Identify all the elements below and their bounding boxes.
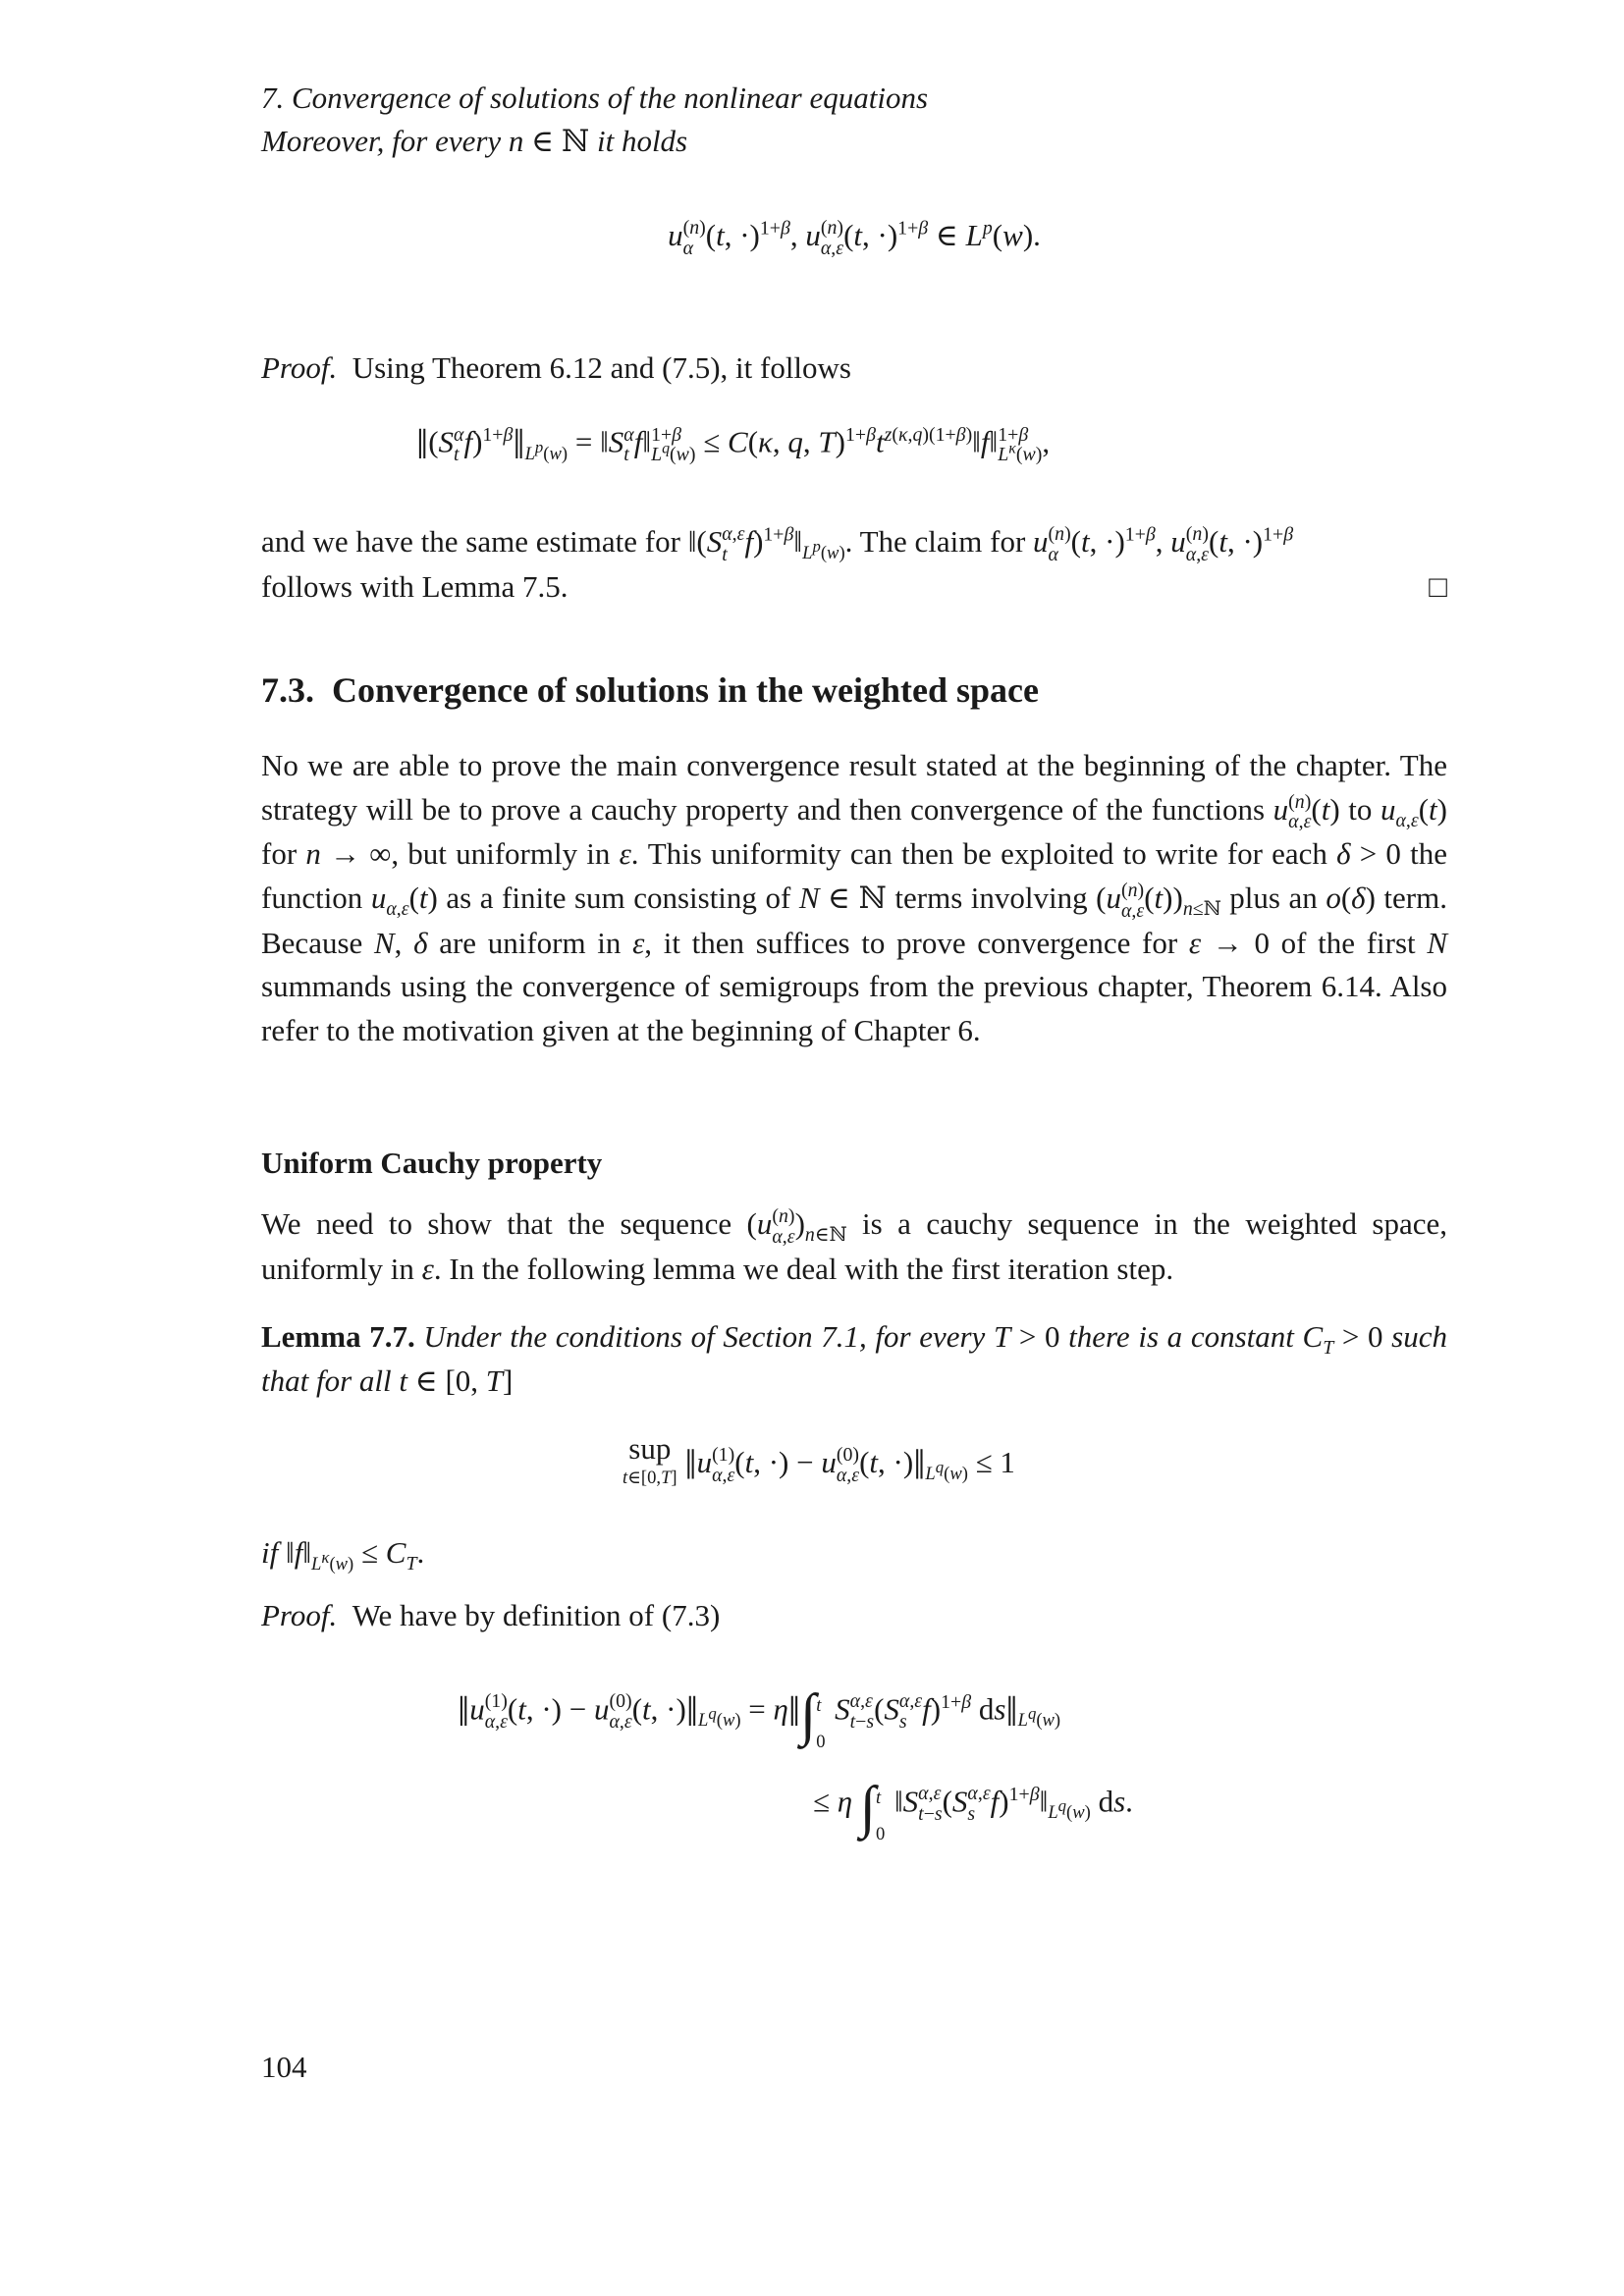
lemma-condition: if $‖f‖_{L^\kappa(w)} \le C_T$. xyxy=(261,1535,425,1575)
lemma-label: Lemma 7.7. xyxy=(261,1319,415,1354)
lemma-7-7: Lemma 7.7. Under the conditions of Section 7.1, for every T > 0 there is a constant $C_T > 0$ such that for all t ∈ [0, T] xyxy=(261,1319,1447,1398)
section-title: Convergence of solutions in the weighted space xyxy=(332,670,1039,710)
display-equation-1: u (n) α (t, ·)$^{1+\beta}$, u (n) α,ε (t, ·)$^{1+\beta}$ ∈ $L^p(w)$. xyxy=(668,217,1041,259)
proof-2-intro: Proof. We have by definition of (7.3) xyxy=(261,1598,721,1632)
qed-symbol: □ xyxy=(1429,568,1447,604)
intro-paragraph: Moreover, for every n ∈ ℕ it holds xyxy=(261,124,688,158)
subsection-heading: Uniform Cauchy property xyxy=(261,1146,603,1180)
proof-1-continuation: and we have the same estimate for ‖(S α,ε t $f)^{1+\beta}‖_{L^p(w)}$. The claim for u (n) α (t, ·)$^{1+\beta}$, u (n) α,ε (t, ·)$^{1+\beta}$ follows with Lemma 7.5. □ xyxy=(261,520,1447,609)
display-equation-4-line-2: ≤ η ∫ t 0 ‖S α,ε t−s (S α,ε s $f)^{1+\beta}‖_{L^q(w)}$ ds. xyxy=(813,1775,1133,1845)
proof-1-intro: Proof. Using Theorem 6.12 and (7.5), it follows xyxy=(261,350,851,385)
page-number: 104 xyxy=(261,2050,307,2084)
cauchy-paragraph: We need to show that the sequence (u (n) α,ε )$_{n\in ℕ}$ is a cauchy sequence in the weighted space, uniformly in ε. In the following lemma we deal with the first iteration step. xyxy=(261,1205,1447,1286)
display-equation-4-line-1: ‖u (1) α,ε (t, ·) − u (0) α,ε (t, $\cdot)‖_{L^q(w)}$ = η‖∫ t 0 S α,ε t−s (S α,ε s f)$^{1+\beta}$ $ds‖_{L^q(w)}$ xyxy=(458,1682,1061,1753)
display-equation-2: ‖(S α t $f)^{1+\beta}‖_{L^p(w)}$ = ‖S α t f‖ 1+β $L^q(w)$ ≤ C(κ, q, $T)^{1+\beta}t^{z(\kappa,q)(1+\beta)}‖f‖$ 1+β $L^\kappa(w)$ , xyxy=(416,421,1051,468)
section-heading xyxy=(261,669,1039,711)
section-number: 7.3. xyxy=(261,670,314,710)
running-head: 7. Convergence of solutions of the nonlinear equations xyxy=(261,80,929,115)
display-equation-3: sup t∈[0,T] ‖u (1) α,ε (t, ·) − u (0) α,ε (t, $\cdot)‖_{L^q(w)} \le 1$ xyxy=(623,1431,1015,1489)
section-paragraph: No we are able to prove the main convergence result stated at the beginning of the chapter. The strategy will be to prove a cauchy property and then convergence of the functions u (n) α,ε (t) to $u_{\alpha,\varepsilon}(t)$ for n → ∞, but uniformly in ε. This uniformity can then be exploited to write for each δ > 0 the function $u_{\alpha,\varepsilon}(t)$ as a finite sum consisting of N ∈ ℕ terms involving (u (n) α,ε $(t))_{n\le ℕ}$ plus an o(δ) term. Because N, δ are uniform in ε, it then suffices to prove convergence for ε → 0 of the first N summands using the convergence of semigroups from the previous chapter, Theorem 6.14. Also refer to the motivation given at the beginning of Chapter 6. xyxy=(261,748,1448,1047)
